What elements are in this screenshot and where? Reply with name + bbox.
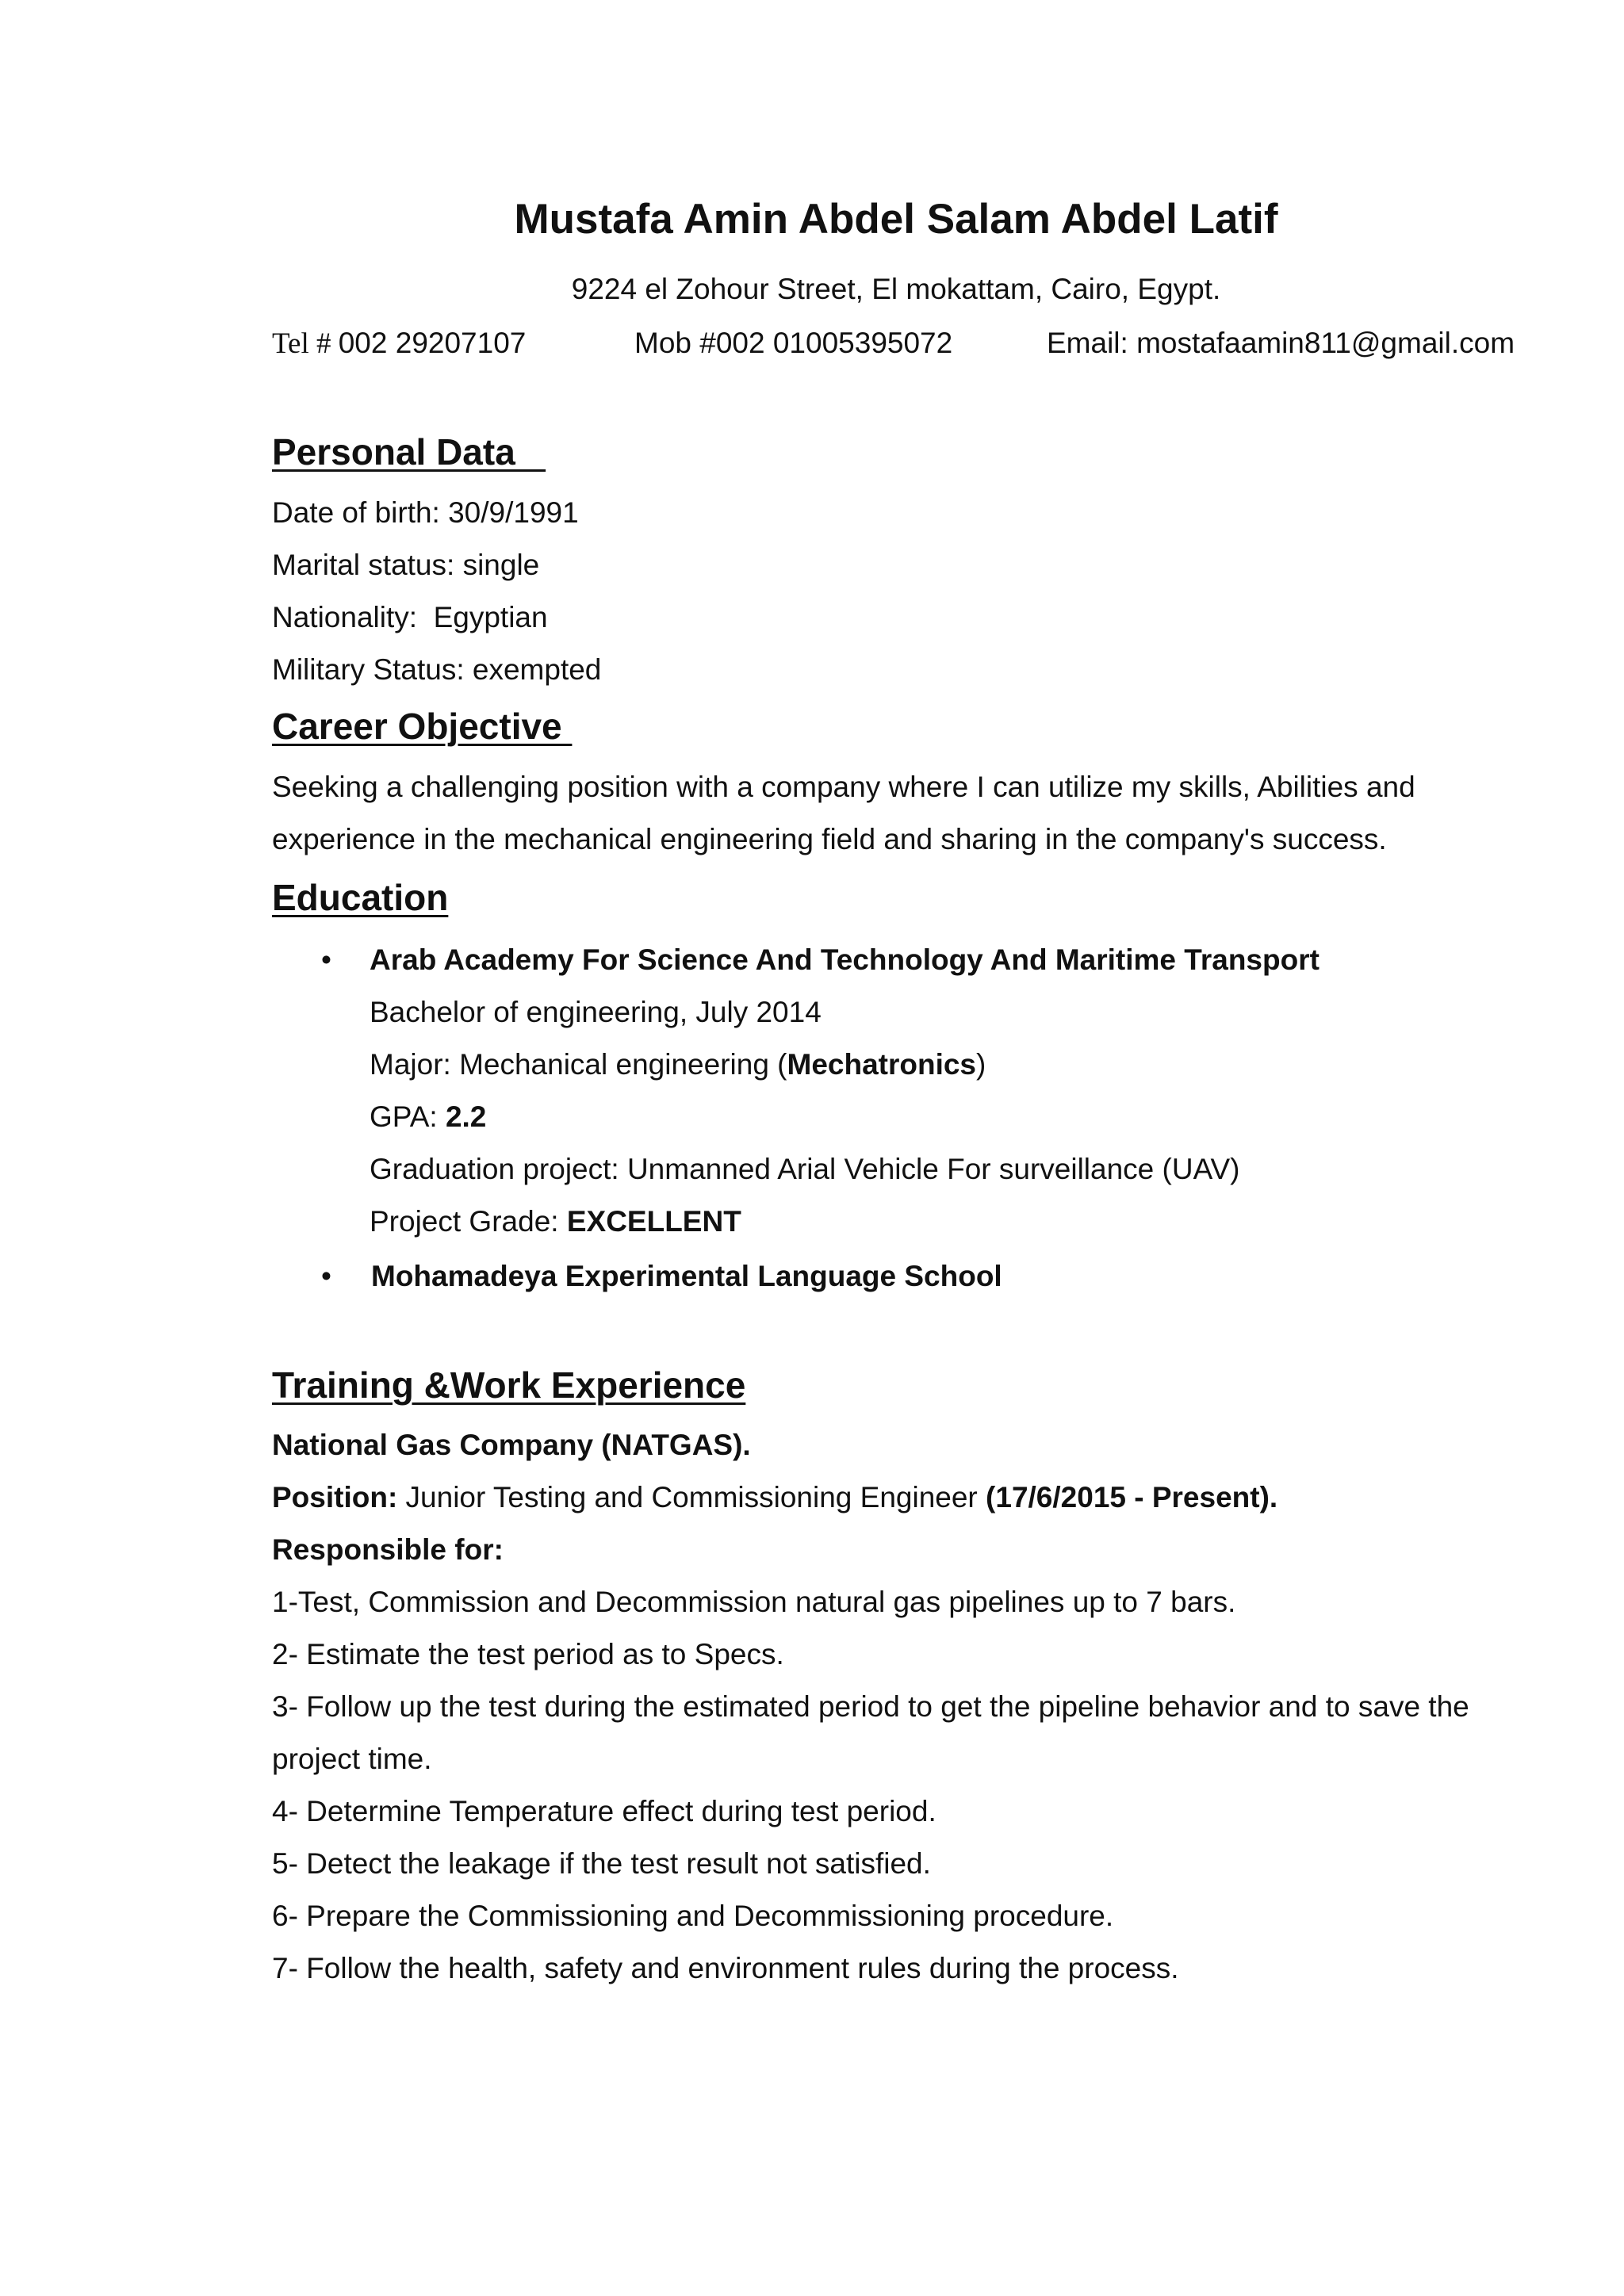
duty-item: 1-Test, Commission and Decommission natural gas pipelines up to 7 bars. (272, 1586, 1236, 1618)
section-title-objective: Career Objective (272, 706, 573, 747)
school-1-major: Major: Mechanical engineering (Mechatronics) (370, 1048, 986, 1081)
duty-item: 7- Follow the health, safety and environment rules during the process. (272, 1952, 1179, 1984)
company-name: National Gas Company (NATGAS). (272, 1429, 751, 1461)
school-1-degree: Bachelor of engineering, July 2014 (370, 996, 822, 1028)
position: Position: Junior Testing and Commissioning Engineer (17/6/2015 - Present). (272, 1481, 1278, 1513)
tel-value: 002 29207107 (338, 327, 527, 359)
candidate-name: Mustafa Amin Abdel Salam Abdel Latif (514, 196, 1278, 243)
mobile: Mob #002 01005395072 (634, 327, 953, 359)
nationality: Nationality: Egyptian (272, 601, 548, 633)
section-title-experience: Training &Work Experience (272, 1364, 746, 1406)
duty-item: 3- Follow up the test during the estimated period to get the pipeline behavior and to save the (272, 1690, 1469, 1723)
duty-item: 5- Detect the leakage if the test result not satisfied. (272, 1847, 931, 1880)
military-status: Military Status: exempted (272, 653, 602, 686)
date-of-birth: Date of birth: 30/9/1991 (272, 496, 579, 529)
objective-line-2: experience in the mechanical engineering field and sharing in the company's success. (272, 823, 1387, 855)
school-1-project: Graduation project: Unmanned Arial Vehicle For surveillance (UAV) (370, 1153, 1240, 1185)
duty-item: 6- Prepare the Commissioning and Decommissioning procedure. (272, 1900, 1114, 1932)
school-1-grade: Project Grade: EXCELLENT (370, 1205, 741, 1238)
responsible-heading: Responsible for: (272, 1533, 504, 1566)
duty-item: project time. (272, 1743, 432, 1775)
school-2-name: Mohamadeya Experimental Language School (371, 1260, 1002, 1292)
objective-line-1: Seeking a challenging position with a company where I can utilize my skills, Abilities and (272, 771, 1415, 803)
school-1-name: Arab Academy For Science And Technology And Maritime Transport (370, 943, 1320, 976)
tel-label: Tel # (272, 327, 339, 360)
address: 9224 el Zohour Street, El mokattam, Cairo, Egypt. (571, 273, 1221, 305)
telephone (272, 323, 526, 364)
section-title-personal: Personal Data (272, 431, 546, 473)
email: Email: mostafaamin811@gmail.com (1047, 327, 1515, 359)
duty-item: 4- Determine Temperature effect during test period. (272, 1795, 936, 1827)
bullet-icon: • (321, 943, 331, 976)
bullet-icon: • (321, 1260, 331, 1292)
school-1-gpa: GPA: 2.2 (370, 1100, 487, 1133)
section-title-education: Education (272, 877, 449, 918)
duty-item: 2- Estimate the test period as to Specs. (272, 1638, 784, 1670)
marital-status: Marital status: single (272, 549, 540, 581)
